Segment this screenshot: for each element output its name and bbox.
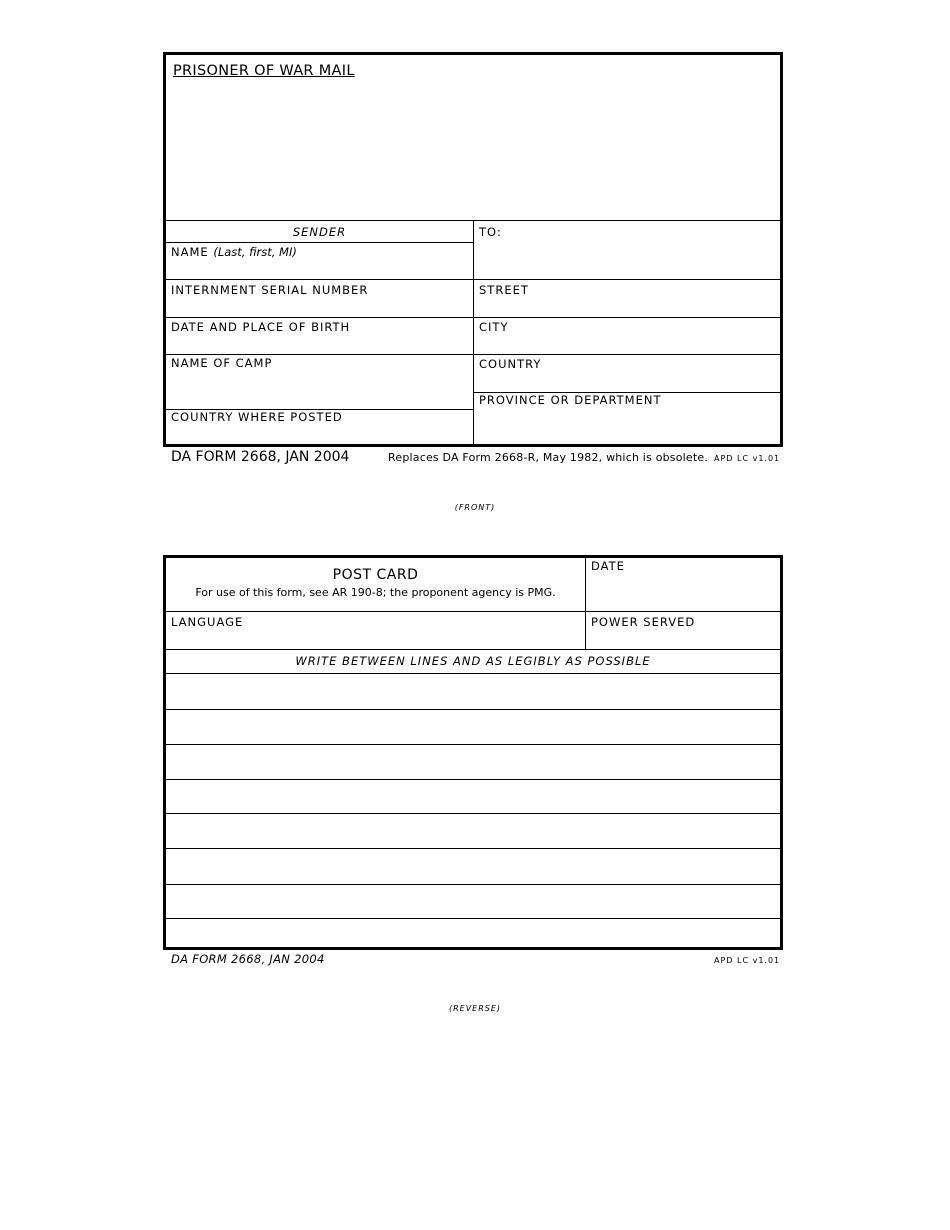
front-title: PRISONER OF WAR MAIL xyxy=(173,63,355,79)
postcard-title: POST CARD xyxy=(332,567,419,583)
reverse-form-id: DA FORM 2668, JAN 2004 xyxy=(171,952,325,966)
to-field[interactable]: TO: xyxy=(479,225,502,239)
row-divider xyxy=(166,611,780,612)
front-side-label: (FRONT) xyxy=(454,503,496,512)
message-area[interactable] xyxy=(166,674,780,947)
row-divider xyxy=(166,649,780,650)
reverse-version: APD LC v1.01 xyxy=(714,956,781,965)
power-served-field[interactable]: POWER SERVED xyxy=(591,615,696,629)
date-field[interactable]: DATE xyxy=(591,559,625,573)
row-divider xyxy=(166,279,780,280)
postcard-subtitle: For use of this form, see AR 190-8; the proponent agency is PMG. xyxy=(195,586,556,599)
internment-serial-field[interactable]: INTERNMENT SERIAL NUMBER xyxy=(171,283,369,297)
write-instructions: WRITE BETWEEN LINES AND AS LEGIBLY AS POSSIBLE xyxy=(295,654,651,668)
row-divider xyxy=(166,354,780,355)
language-field[interactable]: LANGUAGE xyxy=(171,615,244,629)
country-posted-field[interactable]: COUNTRY WHERE POSTED xyxy=(171,410,343,424)
front-form-id: DA FORM 2668, JAN 2004 xyxy=(171,449,350,465)
street-field[interactable]: STREET xyxy=(479,283,529,297)
reverse-column-divider xyxy=(585,558,586,649)
city-field[interactable]: CITY xyxy=(479,320,509,334)
country-field[interactable]: COUNTRY xyxy=(479,357,542,371)
name-field[interactable] xyxy=(171,245,297,259)
birth-field[interactable]: DATE AND PLACE OF BIRTH xyxy=(171,320,351,334)
name-label: NAME xyxy=(171,245,209,259)
sender-header: SENDER xyxy=(292,225,347,239)
camp-field[interactable]: NAME OF CAMP xyxy=(171,356,273,370)
reverse-side-label: (REVERSE) xyxy=(448,1004,502,1013)
front-version: APD LC v1.01 xyxy=(714,454,781,463)
replaces-note: Replaces DA Form 2668-R, May 1982, which is obsolete. xyxy=(388,451,709,464)
province-field[interactable]: PROVINCE OR DEPARTMENT xyxy=(479,393,662,407)
row-divider xyxy=(166,317,780,318)
sender-header-divider xyxy=(166,242,473,243)
front-column-divider xyxy=(473,220,474,444)
name-hint: (Last, first, MI) xyxy=(213,245,297,259)
